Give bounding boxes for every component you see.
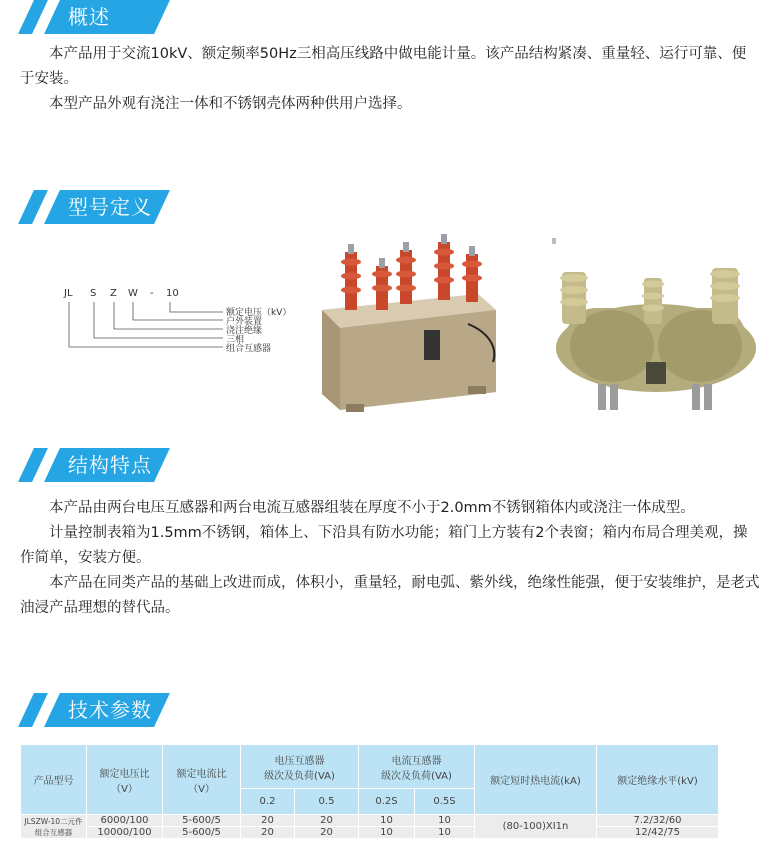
- code-label: 三相: [226, 335, 245, 345]
- cell-vt-05: 20: [295, 815, 359, 827]
- cell-vt-02: 20: [241, 827, 295, 839]
- header-decoration: [18, 693, 48, 727]
- section-title-overview: 概述: [68, 5, 110, 29]
- header-decoration: [18, 448, 48, 482]
- code-part: Z: [110, 288, 117, 299]
- section-header-specs: [20, 693, 190, 727]
- cell-ct-02s: 10: [359, 827, 415, 839]
- cell-vt-02: 20: [241, 815, 295, 827]
- overview-paragraph: 本产品用于交流10kV、额定频率50Hz三相高压线路中做电能计量。该产品结构紧凑、重量轻、运行可靠、便于安装。: [20, 46, 747, 87]
- model-code-diagram: [58, 288, 308, 368]
- cell-voltage-ratio: 6000/100: [87, 815, 163, 827]
- section-title-model: 型号定义: [68, 195, 152, 219]
- section-header-overview: [20, 0, 190, 34]
- cell-model-name: JLSZW-10二元件组合互感器: [21, 815, 87, 839]
- header-decoration: [18, 0, 48, 34]
- cell-ct-05s: 10: [415, 815, 475, 827]
- cell-vt-05: 20: [295, 827, 359, 839]
- structure-paragraph: 本产品在同类产品的基础上改进而成，体积小，重量轻，耐电弧、紫外线，绝缘性能强，便于安装维护，是老式油浸产品理想的替代品。: [20, 575, 760, 616]
- structure-text: [20, 496, 760, 621]
- code-leader-lines: [58, 288, 308, 368]
- header-decoration: [18, 190, 48, 224]
- header-ct-class: 0.2S: [359, 789, 415, 815]
- header-insulation-level: 额定绝缘水平(kV): [597, 745, 719, 815]
- code-label: 浇注绝缘: [226, 326, 263, 336]
- header-vt-group: 电压互感器 级次及负荷(VA): [241, 745, 359, 789]
- product-image-steel-box: [318, 232, 518, 420]
- header-vt-class: 0.5: [295, 789, 359, 815]
- structure-paragraph: 计量控制表箱为1.5mm不锈钢，箱体上、下沿具有防水功能；箱门上方装有2个表窗；箱内布局合理美观，操作简单，安装方便。: [20, 525, 748, 566]
- cell-insulation: 12/42/75: [597, 827, 719, 839]
- table-row: [21, 815, 719, 827]
- cell-current-ratio: 5-600/5: [163, 815, 241, 827]
- code-part: -: [150, 288, 154, 299]
- cell-voltage-ratio: 10000/100: [87, 827, 163, 839]
- code-part: 10: [166, 288, 179, 299]
- header-model: 产品型号: [21, 745, 87, 815]
- section-title-structure: 结构特点: [68, 453, 152, 477]
- header-vt-class: 0.2: [241, 789, 295, 815]
- code-label: 组合互感器: [226, 344, 272, 354]
- header-current-ratio: 额定电流比 （V）: [163, 745, 241, 815]
- code-label: 额定电压（kV）: [226, 308, 292, 318]
- code-part: S: [90, 288, 97, 299]
- spec-table: [20, 744, 719, 839]
- section-header-model: [20, 190, 190, 224]
- structure-paragraph: 本产品由两台电压互感器和两台电流互感器组装在厚度不小于2.0mm不锈钢箱体内或浇注一体成型。: [49, 500, 695, 516]
- section-title-specs: 技术参数: [68, 698, 152, 722]
- cell-insulation: 7.2/32/60: [597, 815, 719, 827]
- table-row: [21, 827, 719, 839]
- cell-ct-02s: 10: [359, 815, 415, 827]
- code-label: 户外装置: [226, 317, 263, 327]
- cell-short-time-current: (80-100)XI1n: [475, 815, 597, 839]
- cell-current-ratio: 5-600/5: [163, 827, 241, 839]
- overview-paragraph: 本型产品外观有浇注一体和不锈钢壳体两种供用户选择。: [49, 96, 412, 112]
- header-ct-class: 0.5S: [415, 789, 475, 815]
- cell-ct-05s: 10: [415, 827, 475, 839]
- header-ct-group: 电流互感器 级次及负荷(VA): [359, 745, 475, 789]
- code-part: W: [128, 288, 138, 299]
- overview-text: [20, 42, 760, 117]
- header-short-time-current: 额定短时热电流(kA): [475, 745, 597, 815]
- header-voltage-ratio: 额定电压比 （V）: [87, 745, 163, 815]
- section-header-structure: [20, 448, 190, 482]
- product-image-cast-unit: [552, 238, 767, 418]
- code-part: JL: [64, 288, 73, 299]
